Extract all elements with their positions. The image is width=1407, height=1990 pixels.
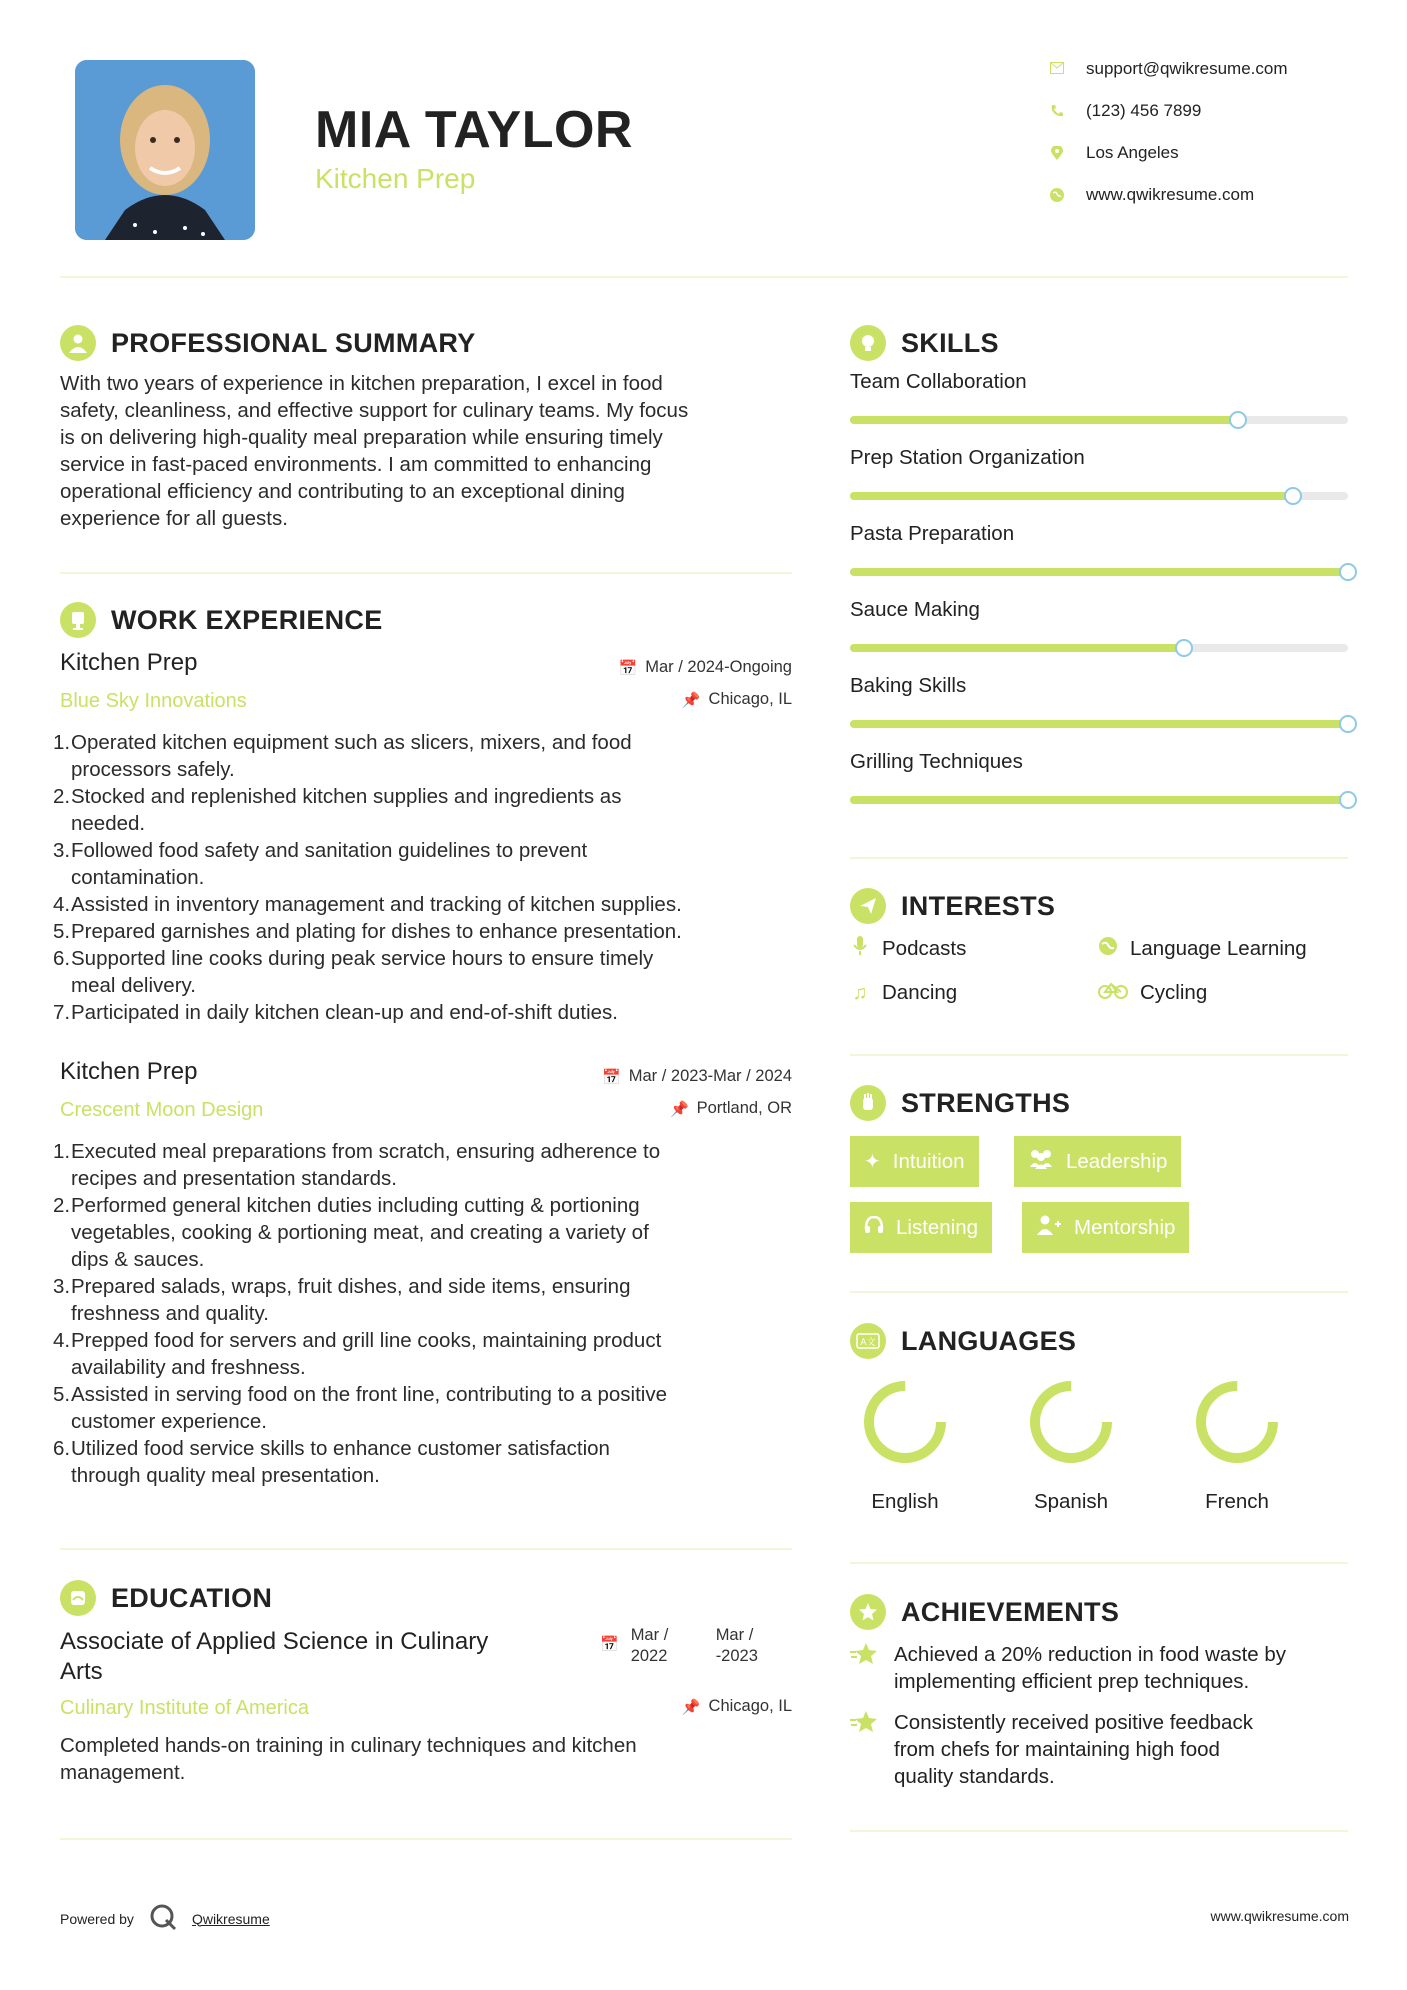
school-name: Culinary Institute of America [60, 1697, 309, 1719]
section-divider [60, 572, 792, 574]
contact-phone-text: (123) 456 7899 [1086, 101, 1202, 120]
section-divider [60, 1838, 792, 1840]
interest-label: Podcasts [882, 937, 967, 960]
experience-heading [60, 602, 383, 638]
qwikresume-logo-icon [148, 1902, 178, 1935]
footer-brand-link[interactable]: Qwikresume [191, 1910, 270, 1927]
job-dates [470, 1067, 792, 1086]
job-bullets [53, 1138, 803, 1489]
education-desc-line: Completed hands-on training in culinary techniques and kitchen [60, 1734, 637, 1757]
interest-item [1098, 936, 1307, 962]
list-item: 3.Prepared salads, wraps, fruit dishes, and side items, ensuring freshness and quality. [53, 1275, 631, 1325]
interests-heading [850, 888, 1055, 924]
interest-item [850, 936, 966, 962]
strengths-heading [850, 1085, 1070, 1121]
education-desc-line: management. [60, 1761, 186, 1784]
languages-title: LANGUAGES [901, 1325, 1077, 1356]
skill-bar-knob [1284, 487, 1302, 505]
education-dates [600, 1625, 758, 1667]
strength-chip [850, 1202, 992, 1253]
list-item: 4.Assisted in inventory management and tracking of kitchen supplies. [53, 893, 682, 916]
summary-line: is on delivering high-quality meal preparation while ensuring timely [60, 426, 663, 449]
job-location-text: Chicago, IL [708, 690, 792, 708]
edu-end: -2023 [715, 1647, 758, 1665]
user-icon [60, 325, 96, 361]
job-title: Kitchen Prep [60, 649, 198, 676]
section-divider [850, 1054, 1348, 1056]
job-dates-text: Mar / 2023-Mar / 2024 [628, 1067, 792, 1085]
skill-bar-fill [850, 492, 1293, 500]
summary-heading [60, 325, 476, 361]
degree-title [60, 1627, 580, 1687]
music-note-icon: ♫ [852, 981, 868, 1004]
pushpin-icon: 📌 [681, 1698, 701, 1716]
contact-email[interactable] [1050, 59, 1370, 79]
header-divider [60, 276, 1348, 278]
summary-line: service in fast-paced environments. I am committed to enhancing [60, 453, 652, 476]
education-location [470, 1697, 792, 1716]
list-item: 2.Performed general kitchen duties including cutting & portioning vegetables, cooking & portioning meat, and creating a variety of dips & sauces. [53, 1194, 649, 1271]
svg-text:A文: A文 [860, 1338, 876, 1348]
strength-label: Listening [896, 1215, 979, 1239]
skills-heading [850, 325, 999, 361]
job-title: Kitchen Prep [60, 1058, 198, 1085]
lightbulb-icon [850, 325, 886, 361]
headphones-icon [864, 1216, 884, 1240]
skill-label: Baking Skills [850, 674, 967, 697]
users-icon [1028, 1149, 1054, 1175]
contact-location-text: Los Angeles [1086, 143, 1179, 162]
section-divider [850, 1291, 1348, 1293]
achievement-item [850, 1709, 1350, 1790]
skill-bar-track [850, 568, 1348, 576]
interest-label: Language Learning [1130, 937, 1307, 960]
achievement-line: Consistently received positive feedback [894, 1711, 1253, 1734]
candidate-role: Kitchen Prep [315, 163, 476, 194]
skill-bar-knob [1229, 411, 1247, 429]
footer-url[interactable]: www.qwikresume.com [1210, 1908, 1349, 1924]
calendar-icon: 📅 [602, 1068, 621, 1086]
skill-bar-track [850, 720, 1348, 728]
candidate-name: MIA TAYLOR [315, 101, 633, 159]
skill-bar-fill [850, 720, 1348, 728]
degree-line: Associate of Applied Science in Culinary [60, 1628, 489, 1655]
contact-phone[interactable] [1050, 101, 1370, 121]
language-ring [1026, 1377, 1116, 1467]
skill-bar-knob [1339, 791, 1357, 809]
list-item: 2.Stocked and replenished kitchen supplies and ingredients as needed. [53, 785, 622, 835]
footer-powered [60, 1902, 270, 1935]
list-item: 6.Supported line cooks during peak service hours to ensure timely meal delivery. [53, 947, 654, 997]
achievement-line: implementing efficient prep techniques. [894, 1670, 1250, 1693]
summary-line: operational efficiency and contributing to an exceptional dining [60, 480, 625, 503]
summary-line: experience for all guests. [60, 507, 288, 530]
list-item: 1.Executed meal preparations from scratch, ensuring adherence to recipes and presentation standards. [53, 1140, 661, 1190]
education-heading [60, 1580, 272, 1616]
experience-title: WORK EXPERIENCE [111, 604, 383, 635]
microphone-icon [850, 936, 870, 962]
envelope-icon [1050, 62, 1064, 76]
job-location [470, 690, 792, 709]
phone-icon [1050, 104, 1064, 118]
list-item: 6.Utilized food service skills to enhance customer satisfaction through quality meal presentation. [53, 1437, 610, 1487]
job-location [470, 1099, 792, 1118]
list-item: 4.Prepped food for servers and grill line cooks, maintaining product availability and freshness. [53, 1329, 662, 1379]
languages-heading [850, 1323, 1076, 1359]
star-icon [850, 1641, 894, 1695]
list-item: 5.Assisted in serving food on the front line, contributing to a positive customer experience. [53, 1383, 667, 1433]
interest-label: Cycling [1140, 981, 1208, 1004]
languages-list [850, 1372, 1350, 1522]
language-label: French [1205, 1490, 1269, 1513]
section-divider [850, 1562, 1348, 1564]
globe-icon [1098, 936, 1118, 962]
skill-bar-track [850, 416, 1348, 424]
strength-label: Leadership [1066, 1149, 1168, 1173]
skill-bar-track [850, 492, 1348, 500]
skill-bar-knob [1339, 563, 1357, 581]
skill-bar-fill [850, 644, 1184, 652]
briefcase-icon [60, 602, 96, 638]
summary-title: PROFESSIONAL SUMMARY [111, 327, 476, 358]
education-desc [60, 1732, 800, 1786]
strength-chip [1022, 1202, 1189, 1253]
strength-label: Intuition [892, 1149, 965, 1173]
globe-icon [1050, 188, 1064, 202]
achievement-line: Achieved a 20% reduction in food waste by [894, 1643, 1287, 1666]
job-company: Blue Sky Innovations [60, 690, 247, 712]
interests-title: INTERESTS [901, 890, 1056, 921]
skill-label: Grilling Techniques [850, 750, 1023, 773]
edu-end: Mar / [715, 1626, 754, 1644]
pushpin-icon: 📌 [669, 1100, 689, 1118]
strength-label: Mentorship [1074, 1215, 1176, 1239]
achievement-line: quality standards. [894, 1765, 1055, 1788]
section-divider [60, 1548, 792, 1550]
job-dates [470, 658, 792, 677]
list-item: 5.Prepared garnishes and plating for dishes to enhance presentation. [53, 920, 682, 943]
paper-plane-icon [850, 888, 886, 924]
contact-email-text: support@qwikresume.com [1086, 59, 1288, 78]
contact-website-text: www.qwikresume.com [1086, 185, 1255, 204]
skill-label: Pasta Preparation [850, 522, 1015, 545]
skill-bar-knob [1175, 639, 1193, 657]
edu-start: 2022 [630, 1647, 668, 1665]
strength-chip [1014, 1136, 1181, 1187]
language-ring [860, 1377, 950, 1467]
job-company: Crescent Moon Design [60, 1099, 264, 1121]
degree-line: Arts [60, 1658, 103, 1685]
strengths-title: STRENGTHS [901, 1087, 1071, 1118]
magic-wand-icon: ✦ [864, 1151, 881, 1173]
interest-item [850, 981, 957, 1005]
skill-label: Sauce Making [850, 598, 980, 621]
job-bullets [53, 729, 803, 1026]
skill-bar-fill [850, 416, 1238, 424]
calendar-icon: 📅 [600, 1636, 619, 1653]
hand-icon [850, 1085, 886, 1121]
edu-start: Mar / [630, 1626, 669, 1644]
job-location-text: Portland, OR [696, 1099, 792, 1117]
interest-item [1098, 981, 1207, 1005]
contact-website[interactable] [1050, 185, 1370, 205]
section-divider [850, 857, 1348, 859]
profile-photo [75, 60, 255, 240]
language-ring [1192, 1377, 1282, 1467]
star-icon [850, 1709, 894, 1790]
language-label: Spanish [1033, 1490, 1109, 1513]
skill-bar-track [850, 796, 1348, 804]
job-dates-text: Mar / 2024-Ongoing [645, 658, 792, 676]
location-pin-icon [1050, 146, 1064, 160]
bicycle-icon [1098, 981, 1128, 1005]
powered-by-text: Powered by [60, 1910, 134, 1927]
trophy-icon [850, 1594, 886, 1630]
skills-title: SKILLS [901, 327, 999, 358]
skill-label: Prep Station Organization [850, 446, 1085, 469]
graduation-cap-icon [60, 1580, 96, 1616]
summary-text [60, 370, 800, 532]
achievements-title: ACHIEVEMENTS [901, 1596, 1120, 1627]
summary-line: With two years of experience in kitchen preparation, I excel in food [60, 372, 663, 395]
calendar-icon: 📅 [618, 659, 638, 677]
interest-label: Dancing [882, 981, 958, 1004]
skill-label: Team Collaboration [850, 370, 1027, 393]
achievements-heading [850, 1594, 1119, 1630]
user-plus-icon [1036, 1215, 1062, 1241]
skill-bar-fill [850, 568, 1348, 576]
strength-chip [850, 1136, 979, 1187]
education-location-text: Chicago, IL [708, 1697, 792, 1715]
achievement-line: from chefs for maintaining high food [894, 1738, 1220, 1761]
list-item: 3.Followed food safety and sanitation guidelines to prevent contamination. [53, 839, 588, 889]
skill-bar-knob [1339, 715, 1357, 733]
education-title: EDUCATION [111, 1582, 273, 1613]
section-divider [850, 1830, 1348, 1832]
skill-bar-fill [850, 796, 1348, 804]
summary-line: safety, cleanliness, and effective support for culinary teams. My focus [60, 399, 689, 422]
list-item: 1.Operated kitchen equipment such as slicers, mixers, and food processors safely. [53, 731, 632, 781]
achievement-item [850, 1641, 1350, 1695]
contact-location [1050, 143, 1370, 163]
language-label: English [871, 1490, 939, 1513]
pushpin-icon: 📌 [681, 691, 701, 709]
list-item: 7.Participated in daily kitchen clean-up and end-of-shift duties. [53, 1001, 618, 1024]
language-icon [850, 1323, 886, 1359]
skill-bar-track [850, 644, 1348, 652]
